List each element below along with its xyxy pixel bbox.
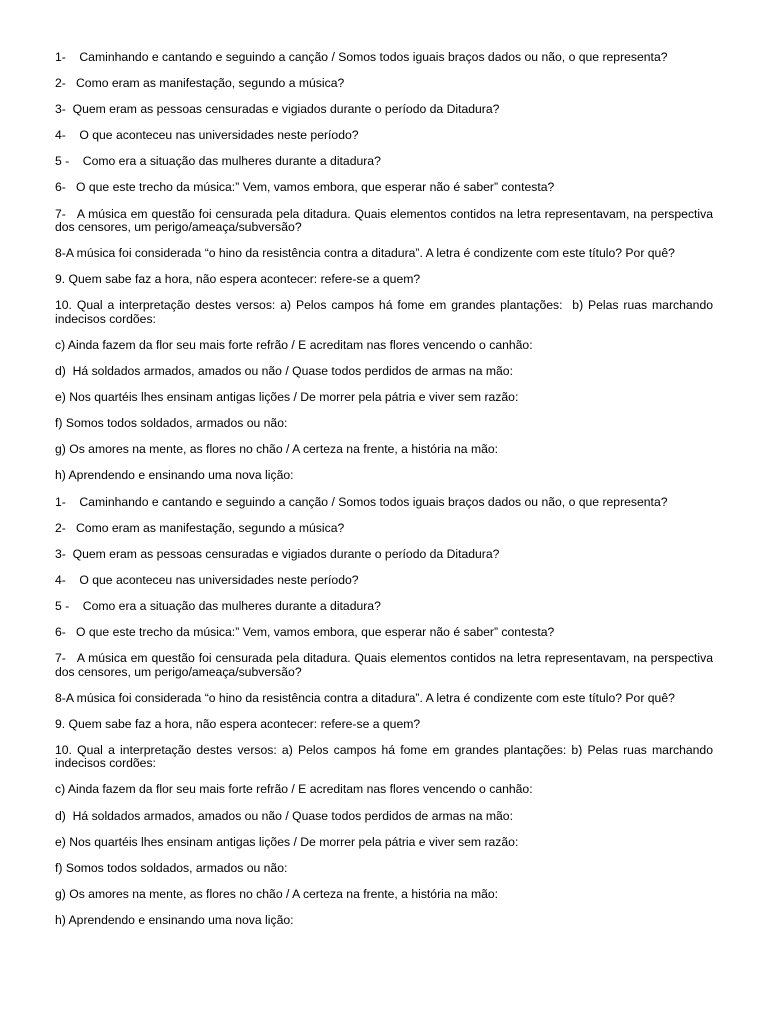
question-8: 8-A música foi considerada “o hino da resistência contra a ditadura”. A letra é condizente com este título? Por quê? bbox=[55, 690, 675, 705]
question-5: 5 - Como era a situação das mulheres durante a ditadura? bbox=[55, 154, 381, 169]
question-6: 6- O que este trecho da música:” Vem, vamos embora, que esperar não é saber” contesta? bbox=[55, 180, 555, 195]
question-10f: f) Somos todos soldados, armados ou não: bbox=[55, 860, 288, 875]
question-10c: c) Ainda fazem da flor seu mais forte refrão / E acreditam nas flores vencendo o canhão: bbox=[55, 782, 533, 797]
question-block-2 bbox=[55, 494, 717, 928]
question-2: 2- Como eram as manifestação, segundo a música? bbox=[55, 520, 345, 535]
question-6: 6- O que este trecho da música:” Vem, vamos embora, que esperar não é saber” contesta? bbox=[55, 624, 555, 639]
question-9: 9. Quem sabe faz a hora, não espera acontecer: refere-se a quem? bbox=[55, 716, 421, 731]
question-10h: h) Aprendendo e ensinando uma nova lição: bbox=[55, 468, 294, 483]
question-10d: d) Há soldados armados, amados ou não / Quase todos perdidos de armas na mão: bbox=[55, 808, 513, 823]
question-10f: f) Somos todos soldados, armados ou não: bbox=[55, 416, 288, 431]
question-7: 7- A música em questão foi censurada pela ditadura. Quais elementos contidos na letra representavam, na perspectiva dos censores, um perigo/ameaça/subversão? bbox=[55, 651, 717, 679]
question-1: 1- Caminhando e cantando e seguindo a canção / Somos todos iguais braços dados ou não, o que representa? bbox=[55, 494, 668, 509]
question-block-1 bbox=[55, 50, 717, 483]
question-1: 1- Caminhando e cantando e seguindo a canção / Somos todos iguais braços dados ou não, o que representa? bbox=[55, 50, 668, 64]
question-9: 9. Quem sabe faz a hora, não espera acontecer: refere-se a quem? bbox=[55, 272, 421, 287]
question-7: 7- A música em questão foi censurada pela ditadura. Quais elementos contidos na letra representavam, na perspectiva dos censores, um perigo/ameaça/subversão? bbox=[55, 206, 717, 235]
question-10: 10. Qual a interpretação destes versos: a) Pelos campos há fome em grandes plantações: b) Pelas ruas marchando indecisos cordões: bbox=[55, 298, 717, 326]
question-10e: e) Nos quartéis lhes ensinam antigas lições / De morrer pela pátria e viver sem razão: bbox=[55, 390, 519, 405]
question-8: 8-A música foi considerada “o hino da resistência contra a ditadura”. A letra é condizente com este título? Por quê? bbox=[55, 246, 675, 261]
question-10d: d) Há soldados armados, amados ou não / Quase todos perdidos de armas na mão: bbox=[55, 364, 513, 379]
question-2: 2- Como eram as manifestação, segundo a música? bbox=[55, 76, 345, 91]
question-4: 4- O que aconteceu nas universidades neste período? bbox=[55, 128, 359, 143]
question-4: 4- O que aconteceu nas universidades neste período? bbox=[55, 572, 359, 587]
question-3: 3- Quem eram as pessoas censuradas e vigiados durante o período da Ditadura? bbox=[55, 102, 500, 117]
question-10h: h) Aprendendo e ensinando uma nova lição: bbox=[55, 912, 294, 927]
question-5: 5 - Como era a situação das mulheres durante a ditadura? bbox=[55, 598, 381, 613]
document-page bbox=[55, 50, 717, 940]
question-10e: e) Nos quartéis lhes ensinam antigas lições / De morrer pela pátria e viver sem razão: bbox=[55, 834, 519, 849]
question-3: 3- Quem eram as pessoas censuradas e vigiados durante o período da Ditadura? bbox=[55, 546, 500, 561]
question-10c: c) Ainda fazem da flor seu mais forte refrão / E acreditam nas flores vencendo o canhão: bbox=[55, 337, 533, 352]
question-10g: g) Os amores na mente, as flores no chão / A certeza na frente, a história na mão: bbox=[55, 442, 499, 457]
question-10: 10. Qual a interpretação destes versos: a) Pelos campos há fome em grandes plantações: b) Pelas ruas marchando indecisos cordões: bbox=[55, 742, 717, 771]
question-10g: g) Os amores na mente, as flores no chão / A certeza na frente, a história na mão: bbox=[55, 886, 499, 901]
